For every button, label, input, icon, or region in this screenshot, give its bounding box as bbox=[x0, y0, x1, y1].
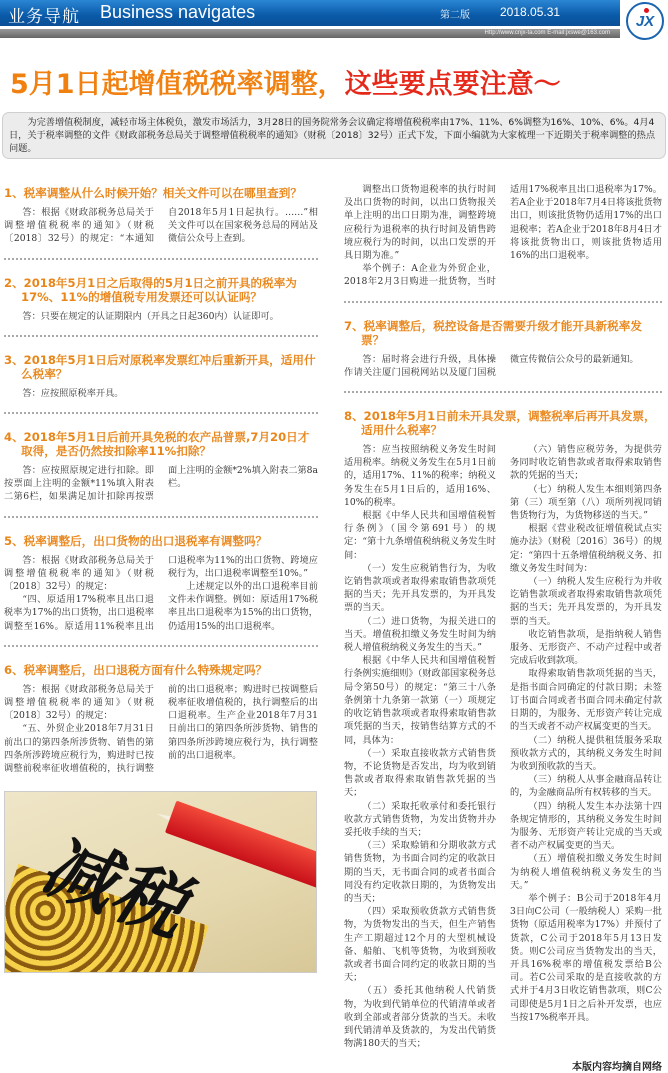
divider bbox=[344, 301, 662, 303]
answer-paragraph: （六）销售应税劳务，为提供劳务同时收讫销售款或者取得索取销售款的凭据的当天； bbox=[510, 444, 662, 482]
photo-caption-text: 减税 bbox=[28, 826, 214, 952]
answer-paragraph: （二）纳税人提供租赁服务采取预收款方式的，其纳税义务发生时间为收到预收款的当天。 bbox=[510, 734, 662, 772]
right-column bbox=[344, 183, 662, 1073]
answer-paragraph: （一）采取直接收款方式销售货物，不论货物是否发出，均为收到销售款或者取得索取销售款凭据的当天； bbox=[344, 747, 496, 799]
contact-bar bbox=[0, 29, 620, 38]
answer-paragraph: “五、外贸企业2018年7月31日前出口的第四条所涉货物、销售的第四条所涉跨境应税行为，购进时已按调整前税率征收增值税的，执行调整前的出口退税率；购进时已按调整后税率征收增值税的，执行调整后的出口退税率。生产企业2018年7月31日前出口的第四条所涉货物、销售的第四条所涉跨境应税行为，执行调整前的出口退税率。 bbox=[4, 683, 318, 775]
answer-paragraph: （一）发生应税销售行为，为收讫销售款项或者取得索取销售款项凭据的当天；先开具发票的，为开具发票的当天。 bbox=[344, 562, 496, 614]
answer-paragraph: 调整出口货物退税率的执行时间及出口货物的时间，以出口货物报关单上注明的出口日期为准，调整跨境应税行为退税率的执行时间及销售跨境应税行为的时间，以出口发票的开具日期为准。” bbox=[344, 184, 496, 262]
title-part-1: 5月1日起增值税税率调整， bbox=[10, 69, 345, 100]
answer-paragraph: （二）采取托收承付和委托银行收款方式销售货物，为发出货物并办妥托收手续的当天； bbox=[344, 800, 496, 838]
section-title-cn: 业务导航 bbox=[8, 7, 80, 27]
answer-text bbox=[4, 206, 318, 246]
answer-paragraph: （五）增值税扣缴义务发生时间为纳税人增值税纳税义务发生的当天。” bbox=[510, 853, 662, 891]
qa-section bbox=[4, 186, 318, 260]
answer-paragraph: 收讫销售款项，是指纳税人销售服务、无形资产、不动产过程中或者完成后收到款项。 bbox=[510, 628, 662, 667]
answer-paragraph: （一）纳税人发生应税行为并收讫销售款项或者取得索取销售款项凭据的当天；先开具发票的，为开具发票的当天。 bbox=[510, 576, 662, 627]
answer-paragraph: （七）纳税人发生本细则第四条第（三）项至第（八）项所列视同销售货物行为，为货物移送的当天。” bbox=[510, 483, 662, 522]
answer-paragraph: 答：根据《财政部税务总局关于调整增值税税率的通知》（财税〔2018〕32号）的规定：“本通知自2018年5月1日起执行。……”相关文件可以在国家税务总局的网站及微信公众号上查到。 bbox=[4, 207, 318, 245]
answer-paragraph: （四）采取预收货款方式销售货物，为货物发出的当天，但生产销售生产工期超过12个月的大型机械设备、船舶、飞机等货物，为收到预收款或者书面合同约定的收款日期的当天； bbox=[344, 906, 496, 984]
divider bbox=[4, 645, 318, 647]
question-heading: 3、2018年5月1日后对原税率发票红冲后重新开具，适用什么税率？ bbox=[4, 352, 316, 381]
question-heading: 8、2018年5月1日前未开具发票，调整税率后再开具发票，适用什么税率？ bbox=[344, 409, 656, 438]
source-note: 本版内容均摘自网络 bbox=[572, 1062, 662, 1073]
issue-date: 2018.05.31 bbox=[500, 5, 561, 19]
answer-paragraph: 答：应按照原税率开具。 bbox=[22, 387, 124, 399]
qa-section bbox=[4, 430, 318, 518]
question-heading: 2、2018年5月1日之后取得的5月1日之前开具的税率为17%、11%的增值税专用发票还可以认证吗？ bbox=[4, 275, 297, 304]
answer-paragraph: （三）纳税人从事金融商品转让的，为金融商品所有权转移的当天。 bbox=[510, 774, 662, 799]
tax-cut-photo bbox=[4, 791, 317, 973]
answer-text bbox=[4, 554, 318, 633]
answer-text bbox=[344, 353, 662, 379]
qa-section bbox=[344, 409, 662, 1050]
question-heading: 5、税率调整后，出口货物的出口退税率有调整吗？ bbox=[4, 533, 268, 548]
answer-paragraph: 答：根据《财政部税务总局关于调整增值税税率的通知》（财税〔2018〕32号）的规定： bbox=[4, 554, 154, 593]
logo bbox=[626, 2, 664, 40]
answer-paragraph: 根据《中华人民共和国增值税暂行条例实施细则》（财政部国家税务总局令第50号）的规定：“第三十八条条例第十九条第一款第（一）项规定的收讫销售款项或者取得索取销售款项凭据的当天，按销售结算方式的不同，具体为： bbox=[344, 655, 496, 746]
answer-paragraph: （三）采取赊销和分期收款方式销售货物，为书面合同约定的收款日期的当天，无书面合同的或者书面合同没有约定收款日期的，为货物发出的当天； bbox=[344, 840, 496, 904]
title-part-2: 这些要点要注意～ bbox=[344, 69, 561, 100]
divider bbox=[4, 258, 318, 260]
header-bar bbox=[0, 0, 620, 26]
qa-section bbox=[4, 534, 318, 647]
left-column bbox=[4, 186, 318, 973]
divider bbox=[344, 391, 662, 393]
qa-section bbox=[4, 276, 318, 337]
answer-paragraph: 举个例子：B公司于2018年4月3日向C公司（一般纳税人）采购一批货物（原适用税率为17%）并预付了货款，C公司于2018年5月13日发货。则C公司应当货物发出的当天，开具16%税率的增值税发票给B公司。若C公司采取的是直接收款的方式并于4月3日收讫销售款项，则C公司即使是5月1日之后补开发票，也应当按17%税率开具。 bbox=[510, 892, 662, 1023]
section-title-en: Business navigates bbox=[100, 2, 256, 22]
intro-box: 为完善增值税制度，减轻市场主体税负，激发市场活力，3月28日的国务院常务会议确定将增值税税率由17%、11%、6%调整为16%、10%、6%。4月4日，关于税率调整的文件《财政部税务总局关于调整增值税税率的通知》（财税〔2018〕32号）正式下发，下面小编就为大家梳理一下近期关于税率调整的热点问题。 bbox=[2, 112, 666, 159]
question-heading: 6、税率调整后，出口退税方面有什么特殊规定吗？ bbox=[4, 662, 268, 677]
logo-text: JX bbox=[635, 12, 655, 30]
answer-paragraph: 答：应当按照纳税义务发生时间适用税率。纳税义务发生在5月1日前的，适用17%、11%的税率；纳税义务发生在5月1日后的，适用16%、10%的税率。 bbox=[344, 444, 496, 508]
answer-paragraph: 答：应按照原规定进行扣除。即按票面上注明的金额*11%填入附表二第6栏，如果满足加计扣除再按票面上注明的金额*2%填入附表二第8a栏。 bbox=[4, 465, 318, 503]
answer-paragraph: 答：根据《财政部税务总局关于调整增值税税率的通知》（财税〔2018〕32号）的规定： bbox=[4, 683, 154, 722]
qa-section bbox=[4, 353, 318, 414]
answer-paragraph: 取得索取销售款项凭据的当天，是指书面合同确定的付款日期；未签订书面合同或者书面合同未确定付款日期的，为服务、无形资产转让完成的当天或者不动产权属变更的当天。 bbox=[510, 668, 662, 733]
answer-paragraph: 答：届时将会进行升级，具体操作请关注厦门国税网站以及厦门国税微宣传微信公众号的最新通知。 bbox=[344, 353, 639, 378]
question-heading: 1、税率调整从什么时候开始？相关文件可以在哪里查到？ bbox=[4, 186, 302, 200]
answer-paragraph: 上述规定以外的出口退税率目前文件未作调整。例如：原适用17%税率且出口退税率为15%的出口货物，仍适用15%的出口退税率。 bbox=[168, 581, 318, 632]
answer-paragraph: 根据《营业税改征增值税试点实施办法》（财税〔2016〕36号）的规定：“第四十五条增值税纳税义务、扣缴义务发生时间为： bbox=[510, 523, 662, 574]
logo-dot-icon bbox=[644, 8, 649, 13]
contact-info: Http://www.cnjx-ta.com E-mail:jxswe@163.com bbox=[484, 30, 610, 36]
answer-text bbox=[4, 464, 318, 504]
answer-paragraph: “四、原适用17%税率且出口退税率为17%的出口货物，出口退税率调整至16%。原适用11%税率且出口退税率为11%的出口货物、跨境应税行为，出口退税率调整至10%。” bbox=[4, 554, 318, 632]
divider bbox=[4, 412, 318, 414]
answer-paragraph: （五）委托其他纳税人代销货物，为收到代销单位的代销清单或者收到全部或者部分货款的当天。未收到代销清单及货款的，为发出代销货物满180天的当天； bbox=[344, 985, 496, 1050]
divider bbox=[4, 335, 318, 337]
answer-text bbox=[344, 443, 662, 1050]
qa-section bbox=[4, 663, 318, 775]
answer-text bbox=[4, 683, 318, 775]
answer-text bbox=[4, 387, 318, 400]
question-heading: 7、税率调整后，税控设备是否需要升级才能开具新税率发票？ bbox=[344, 318, 642, 347]
page-title bbox=[10, 62, 658, 101]
answer-paragraph: 根据《中华人民共和国增值税暂行条例》（国令第691号）的规定：“第十九条增值税纳税义务发生时间： bbox=[344, 510, 496, 561]
divider bbox=[4, 516, 318, 518]
answer-paragraph: 举个例子：A企业为外贸企业，2018年2月3日购进一批货物，当时适用17%税率且出口退税率为17%。若A企业于2018年7月4日将该批货物出口，则该批货物仍适用17%的出口退税率；若A企业于2018年8月4日才将该批货物出口，则该批货物适用16%的出口退税率。 bbox=[344, 184, 662, 288]
edition-label: 第二版 bbox=[440, 10, 470, 21]
answer-paragraph: （四）纳税人发生本办法第十四条规定情形的，其纳税义务发生时间为服务、无形资产转让完成的当天或者不动产权属变更的当天。 bbox=[510, 800, 662, 852]
q6-answer-continued bbox=[344, 183, 662, 289]
answer-paragraph: （二）进口货物，为报关进口的当天。增值税扣缴义务发生时间为纳税人增值税纳税义务发生的当天。” bbox=[344, 615, 496, 654]
answer-paragraph: 答：只要在规定的认证期限内（开具之日起360内）认证即可。 bbox=[22, 310, 279, 322]
qa-section bbox=[344, 319, 662, 393]
question-heading: 4、2018年5月1日后前开具免税的农产品普票,7月20日才取得，是否仍然按扣除率11%扣除？ bbox=[4, 430, 310, 459]
answer-text bbox=[4, 310, 318, 323]
